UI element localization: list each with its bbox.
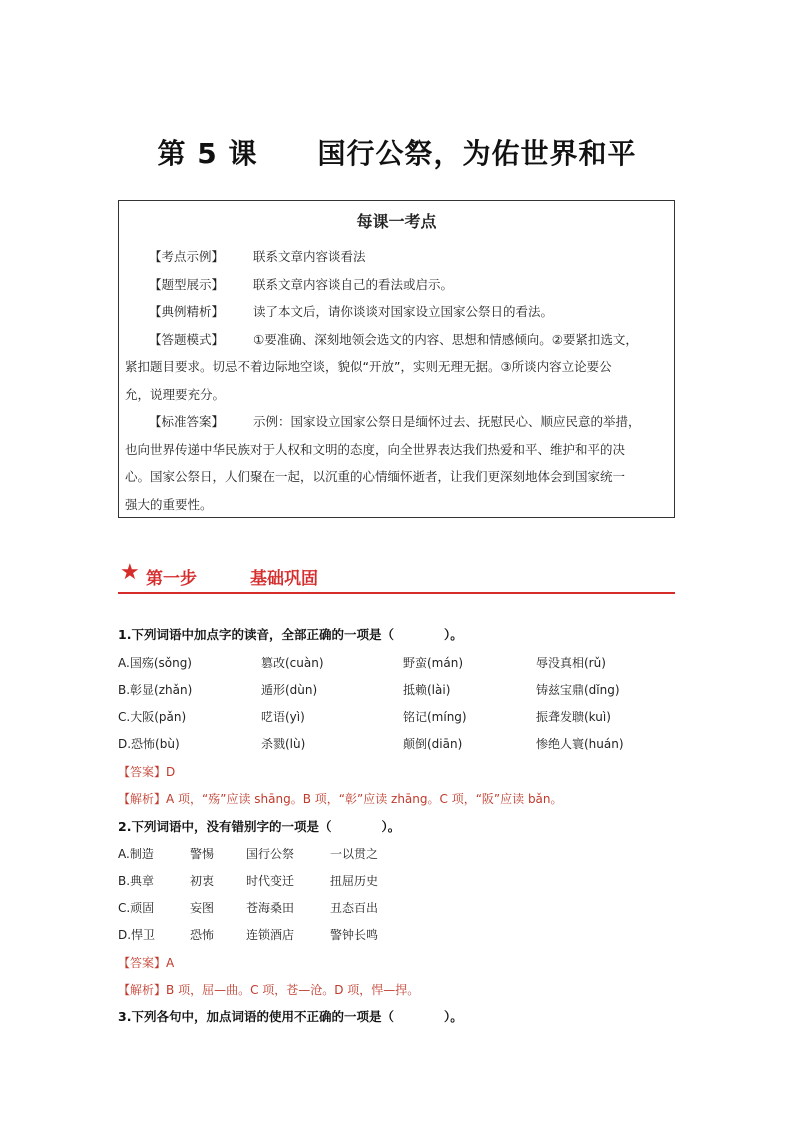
- option-item: 初衷: [190, 874, 215, 888]
- option-item: 警惕: [190, 847, 215, 861]
- page-title: [0, 132, 794, 172]
- row-text: 示例：国家设立国家公祭日是缅怀过去、抚慰民心、顺应民意的举措，: [253, 414, 641, 429]
- question-1-option-b: [118, 681, 678, 701]
- kaodian-box: [118, 200, 675, 518]
- star-icon: ★: [120, 560, 140, 585]
- option-item: 妄图: [190, 901, 215, 915]
- step-name: 基础巩固: [250, 569, 318, 589]
- row-text: 心。国家公祭日，人们聚在一起，以沉重的心情缅怀逝者，让我们更深刻地体会到国家统一: [125, 469, 626, 484]
- option-item: 杀戮(lù): [261, 737, 306, 751]
- answer-value: D: [166, 765, 176, 779]
- option-item: 振聋发聩(kuì): [536, 710, 611, 724]
- option-item: A.国殇(sǒng): [118, 656, 192, 670]
- option-item: 惨绝人寰(huán): [536, 737, 624, 751]
- option-item: 扭屈历史: [330, 874, 379, 888]
- option-item: 连锁酒店: [246, 928, 295, 942]
- row-label: 【考点示例】: [149, 249, 225, 264]
- kaodian-row: [119, 491, 674, 519]
- option-item: 呓语(yì): [261, 710, 305, 724]
- analysis-text: B 项，屈—曲。C 项，苍—沧。D 项，悍—捍。: [166, 983, 420, 997]
- question-1-option-a: [118, 654, 678, 674]
- lesson-number: 第 5 课: [157, 137, 258, 170]
- option-item: 野蛮(mán): [403, 656, 464, 670]
- question-3-stem: 3.下列各句中，加点词语的使用不正确的一项是（ ）。: [118, 1009, 463, 1024]
- row-label: 【标准答案】: [149, 414, 225, 429]
- option-item: C.顽固: [118, 901, 155, 915]
- option-item: D.恐怖(bù): [118, 737, 180, 751]
- question-1-stem: 1.下列词语中加点字的读音，全部正确的一项是（ ）。: [118, 627, 463, 642]
- analysis-label: 【解析】: [118, 983, 167, 997]
- row-text: 允，说理要充分。: [125, 386, 226, 402]
- analysis-label: 【解析】: [118, 792, 167, 806]
- row-text: ①要准确、深刻地领会选文的内容、思想和情感倾向。②要紧扣选文，: [253, 331, 638, 347]
- row-text: 强大的重要性。: [125, 496, 213, 512]
- option-item: 颠倒(diān): [403, 737, 463, 751]
- question-2-option-a: [118, 845, 678, 865]
- row-text: 紧扣题目要求。切忌不着边际地空谈，貌似“开放”，实则无理无据。③所谈内容立论要公: [125, 359, 612, 374]
- option-item: 国行公祭: [246, 847, 295, 861]
- option-item: 铭记(míng): [403, 710, 467, 724]
- option-item: 丑态百出: [330, 901, 379, 915]
- kaodian-row: [119, 353, 674, 381]
- option-item: 一以贯之: [330, 847, 379, 861]
- question-1-analysis: [118, 790, 563, 807]
- option-item: B.典章: [118, 874, 155, 888]
- kaodian-row: [119, 463, 674, 491]
- option-item: 恐怖: [190, 928, 215, 942]
- analysis-text: A 项，“殇”应读 shāng。B 项，“彰”应读 zhāng。C 项，“阪”应读 bǎn。: [166, 792, 563, 806]
- row-text: 联系文章内容谈看法: [253, 249, 366, 264]
- option-item: 篡改(cuàn): [261, 656, 324, 670]
- kaodian-row: [119, 243, 674, 271]
- question-2-analysis: [118, 981, 419, 998]
- row-label: 【典例精析】: [149, 304, 225, 319]
- question-2-stem: 2.下列词语中，没有错别字的一项是（ ）。: [118, 819, 401, 834]
- answer-label: 【答案】: [118, 765, 167, 779]
- row-text: 联系文章内容谈自己的看法或启示。: [253, 276, 454, 292]
- option-item: 时代变迁: [246, 874, 295, 888]
- kaodian-row: [119, 271, 674, 299]
- option-item: A.制造: [118, 847, 154, 861]
- question-1-answer: [118, 763, 175, 780]
- question-2-answer: [118, 954, 174, 971]
- kaodian-heading: 每课一考点: [356, 212, 437, 231]
- answer-value: A: [166, 956, 175, 970]
- kaodian-row: [119, 298, 674, 326]
- answer-label: 【答案】: [118, 956, 167, 970]
- kaodian-row: [119, 408, 674, 436]
- option-item: D.悍卫: [118, 928, 156, 942]
- row-label: 【题型展示】: [149, 276, 225, 292]
- row-label: 【答题模式】: [149, 331, 225, 347]
- kaodian-rows: [119, 243, 674, 518]
- question-2-option-b: [118, 872, 678, 892]
- option-item: 辱没真相(rǔ): [536, 656, 606, 670]
- option-item: 铸兹宝鼎(dǐng): [536, 683, 620, 697]
- question-1-option-c: [118, 708, 678, 728]
- row-text: 读了本文后，请你谈谈对国家设立国家公祭日的看法。: [253, 304, 554, 319]
- option-item: C.大阪(pǎn): [118, 710, 187, 724]
- kaodian-row: [119, 436, 674, 464]
- lesson-name: 国行公祭，为佑世界和平: [317, 137, 637, 170]
- kaodian-row: [119, 381, 674, 409]
- question-2-option-d: [118, 926, 678, 946]
- step-label: 第一步: [146, 569, 197, 589]
- option-item: 遁形(dùn): [261, 683, 318, 697]
- step-header: [118, 562, 675, 594]
- question-2-option-c: [118, 899, 678, 919]
- row-text: 也向世界传递中华民族对于人权和文明的态度，向全世界表达我们热爱和平、维护和平的决: [125, 441, 626, 457]
- option-item: 苍海桑田: [246, 901, 295, 915]
- option-item: 警钟长鸣: [330, 928, 379, 942]
- question-1-option-d: [118, 735, 678, 755]
- option-item: B.彰显(zhǎn): [118, 683, 193, 697]
- kaodian-row: [119, 326, 674, 354]
- option-item: 抵赖(lài): [403, 683, 451, 697]
